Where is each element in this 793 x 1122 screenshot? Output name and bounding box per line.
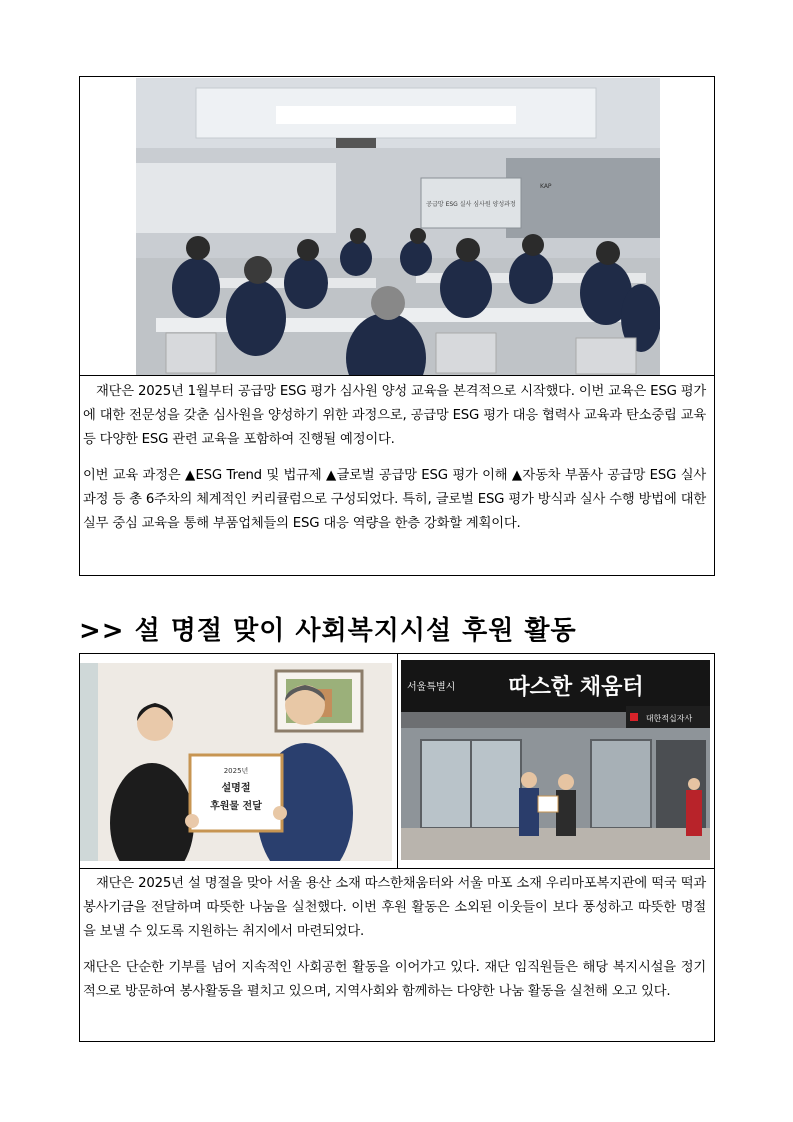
store-sign-sub: 서울특별시 bbox=[407, 682, 456, 693]
screen-title: 공급망 ESG 실사 심사원 양성과정 bbox=[426, 201, 516, 208]
section2-photo-right-frame bbox=[397, 653, 715, 869]
section1-photo-frame bbox=[79, 76, 715, 376]
sign-title: 설명절 bbox=[221, 783, 251, 794]
redcross-badge: 대한적십자사 bbox=[645, 714, 693, 723]
section1-paragraph-1: 재단은 2025년 1월부터 공급망 ESG 평가 심사원 양성 교육을 본격적으로 시작했다. 이번 교육은 ESG 평가에 대한 전문성을 갖춘 심사원을 양성하기 위한 과정으로, 공급망 ESG 평가 대응 협력사 교육과 탄소중립 교육 등 다양한 ESG 관련 교육을 포함하여 진행될 예정이다. bbox=[83, 384, 707, 447]
sign-subtitle: 후원물 전달 bbox=[210, 801, 262, 812]
section1-text-box bbox=[79, 375, 715, 576]
section1-paragraph-2: 이번 교육 과정은 ▲ESG Trend 및 법규제 ▲글로벌 공급망 ESG 평가 이해 ▲자동차 부품사 공급망 ESG 실사 과정 등 총 6주차의 체계적인 커리큘럼으로 구성되었다. 특히, 글로벌 ESG 평가 방식과 실사 수행 방법에 대한 실무 중심 교육을 통해 부품업체들의 ESG 대응 역량을 한층 강화할 계획이다. bbox=[83, 468, 706, 531]
section2-text-box bbox=[79, 868, 715, 1042]
sign-year: 2025년 bbox=[223, 767, 249, 775]
donation-photo-outdoor bbox=[401, 660, 710, 860]
classroom-photo bbox=[136, 78, 660, 375]
section2-paragraph-2: 재단은 단순한 기부를 넘어 지속적인 사회공헌 활동을 이어가고 있다. 재단 임직원들은 해당 복지시설을 정기적으로 방문하여 봉사활동을 펼치고 있으며, 지역사회와 함께하는 다양한 나눔 활동을 실천해 오고 있다. bbox=[83, 960, 706, 999]
store-sign-main: 따스한 채움터 bbox=[508, 675, 644, 700]
section2-photo-left-frame bbox=[79, 653, 398, 869]
donation-photo-indoor bbox=[80, 663, 392, 861]
photo-logo-text: KAP bbox=[540, 183, 552, 190]
section2-heading: >> 설 명절 맞이 사회복지시설 후원 활동 bbox=[79, 616, 577, 646]
section2-paragraph-1: 재단은 2025년 설 명절을 맞아 서울 용산 소재 따스한채움터와 서울 마포 소재 우리마포복지관에 떡국 떡과 봉사기금을 전달하며 따뜻한 나눔을 실천했다. 이번 후원 활동은 소외된 이웃들이 보다 풍성하고 따뜻한 명절을 보낼 수 있도록 지원하는 취지에서 마련되었다. bbox=[83, 876, 706, 939]
